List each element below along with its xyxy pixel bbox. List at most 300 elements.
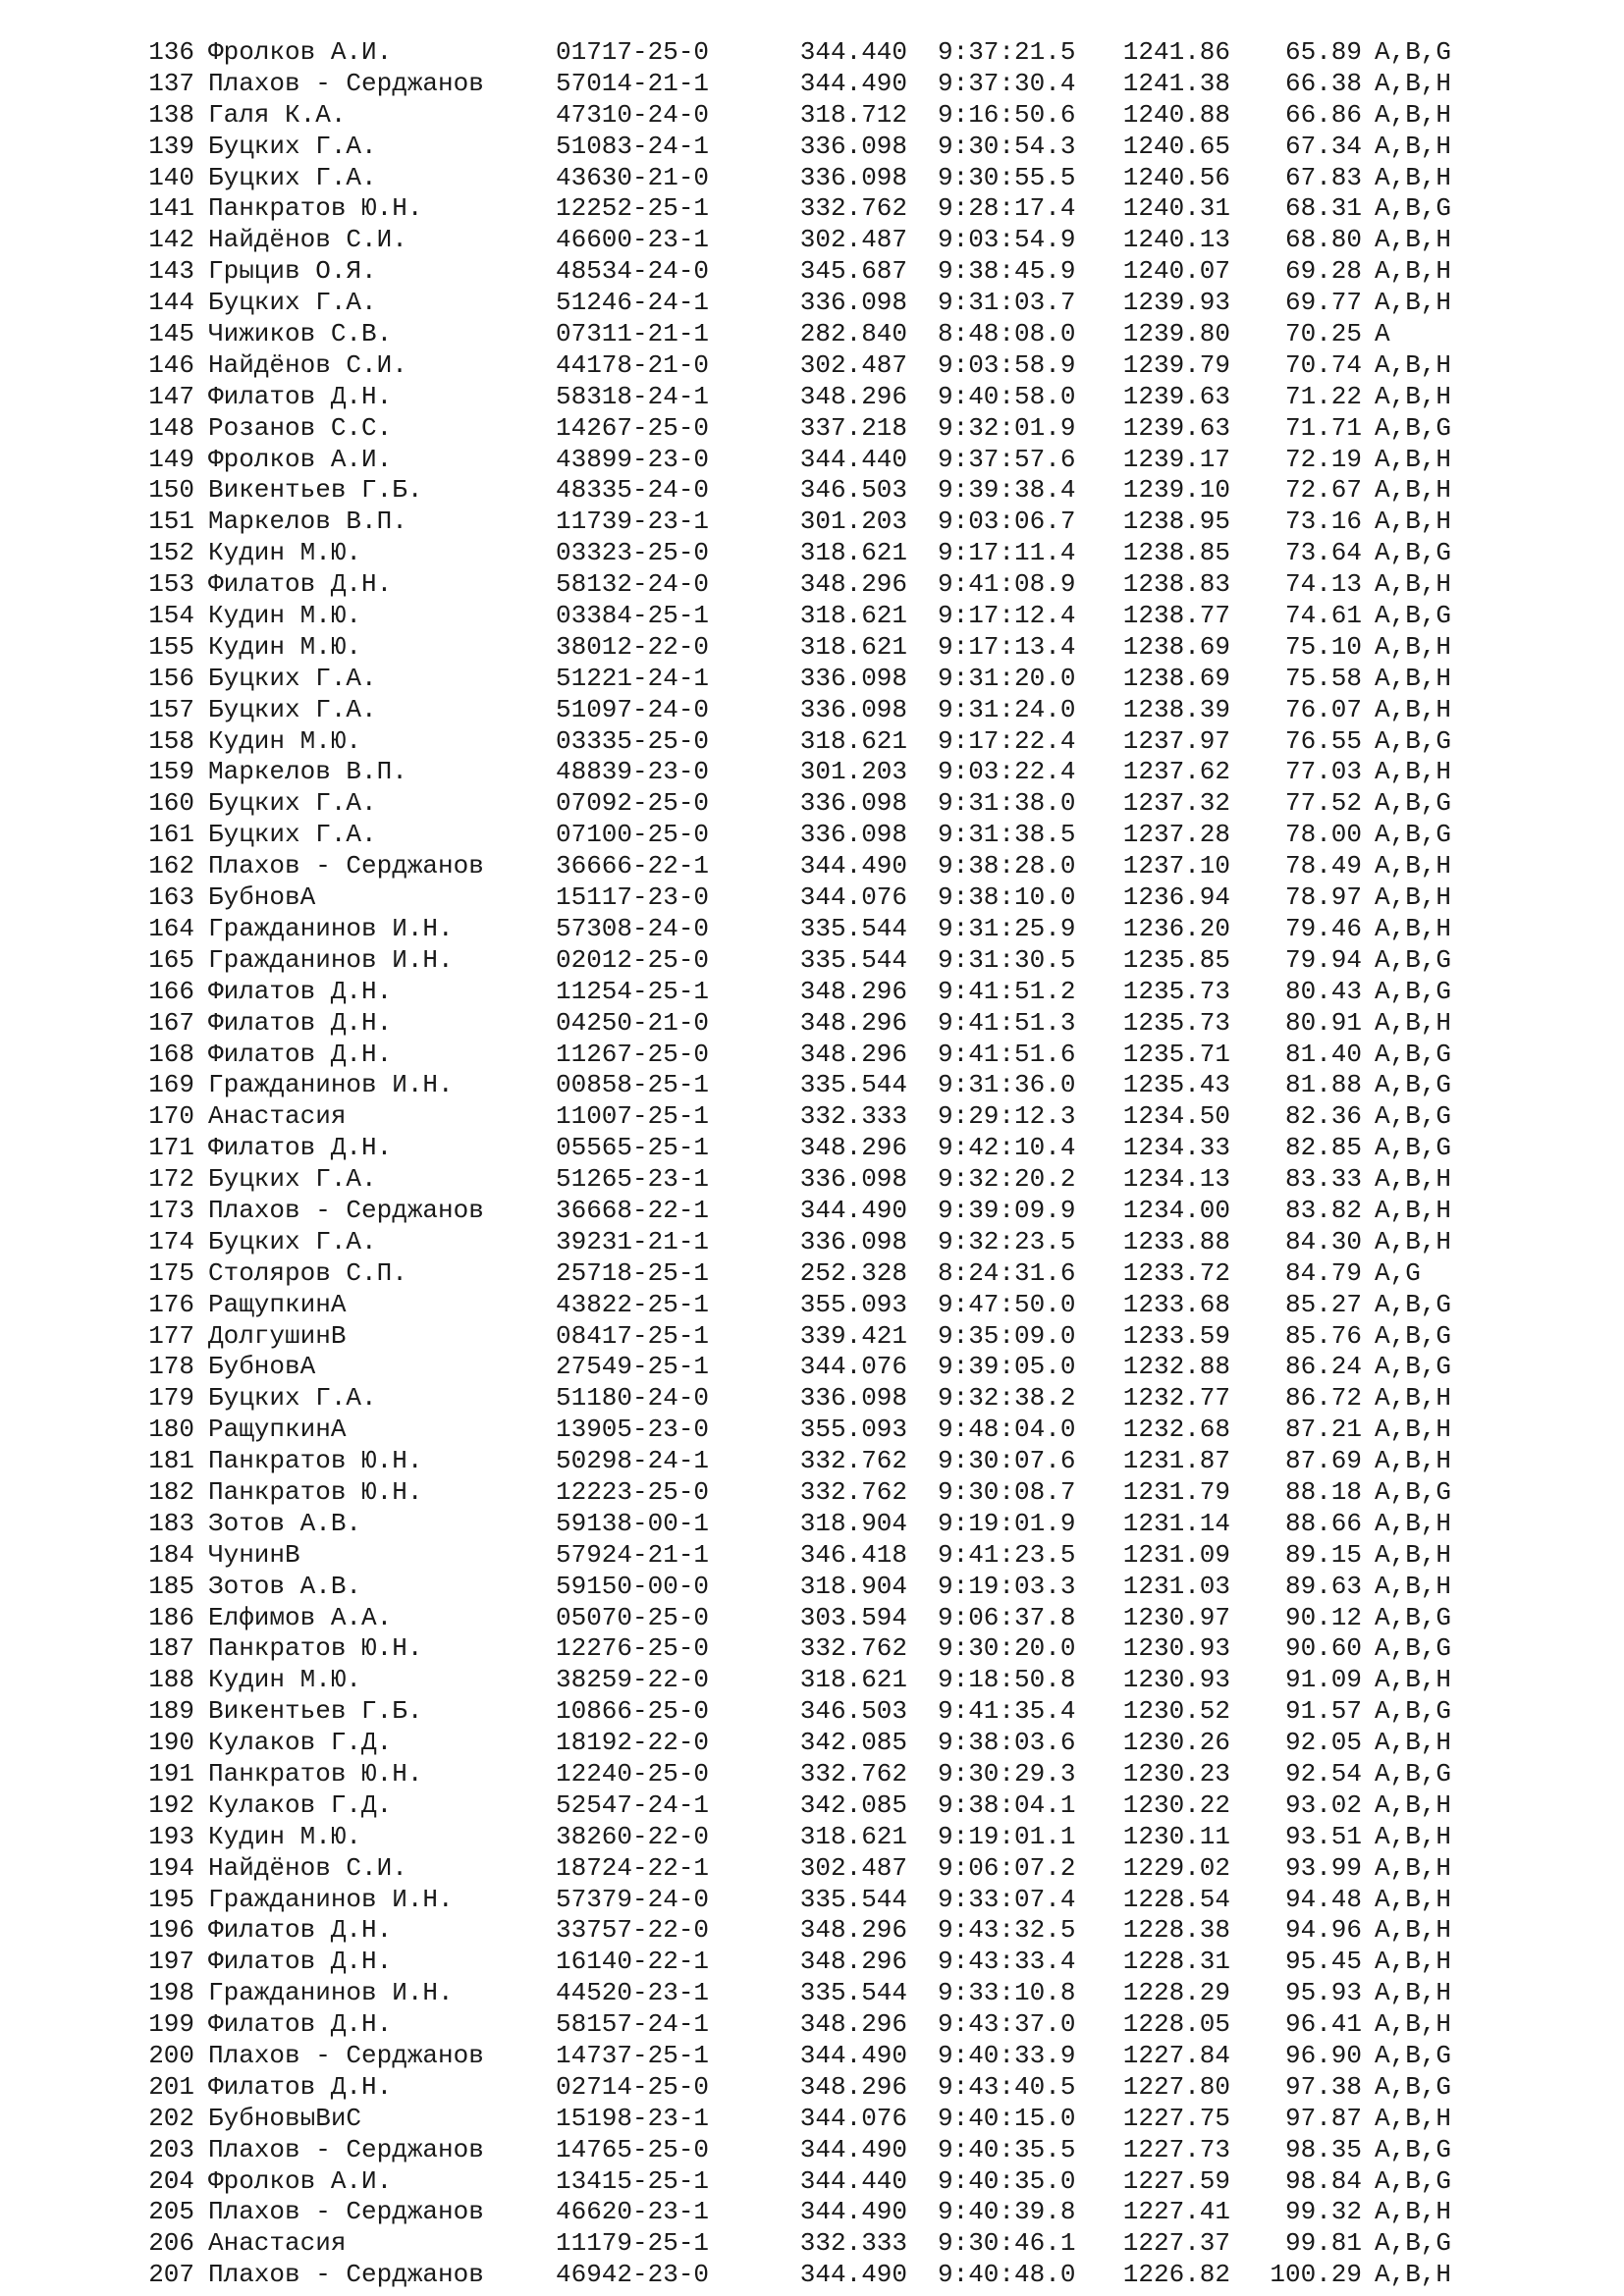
name-cell: Маркелов В.П.	[208, 757, 407, 787]
category-cell: A,B,H	[1375, 99, 1452, 130]
coefficient-cell: 80.91	[1284, 1007, 1362, 1038]
place-cell: 173	[148, 1195, 194, 1225]
category-cell: A,B,H	[1375, 225, 1452, 255]
distance-cell: 344.490	[799, 851, 907, 881]
category-cell: A,B,G	[1375, 944, 1452, 975]
speed-cell: 1231.09	[1122, 1539, 1230, 1570]
speed-cell: 1226.82	[1122, 2260, 1230, 2290]
ring-cell: 47310-24-0	[556, 99, 710, 130]
ring-cell: 03335-25-0	[556, 725, 710, 756]
category-cell: A,B,H	[1375, 1415, 1452, 1445]
place-cell: 192	[148, 1789, 194, 1820]
place-cell: 186	[148, 1602, 194, 1632]
name-cell: Филатов Д.Н.	[208, 381, 393, 411]
category-cell: A,B,H	[1375, 694, 1452, 724]
category-cell: A,B,H	[1375, 1915, 1452, 1946]
coefficient-cell: 82.36	[1284, 1101, 1362, 1132]
time-cell: 9:31:38.5	[938, 820, 1076, 850]
time-cell: 9:18:50.8	[938, 1665, 1076, 1695]
name-cell: Филатов Д.Н.	[208, 2071, 393, 2102]
speed-cell: 1232.68	[1122, 1415, 1230, 1445]
ring-cell: 38260-22-0	[556, 1821, 710, 1851]
speed-cell: 1235.73	[1122, 1007, 1230, 1038]
speed-cell: 1235.85	[1122, 944, 1230, 975]
ring-cell: 18192-22-0	[556, 1728, 710, 1758]
coefficient-cell: 72.19	[1284, 444, 1362, 474]
category-cell: A,B,H	[1375, 2260, 1452, 2290]
name-cell: ДолгушинВ	[208, 1320, 347, 1351]
coefficient-cell: 88.66	[1284, 1508, 1362, 1538]
speed-cell: 1234.50	[1122, 1101, 1230, 1132]
ring-cell: 11254-25-1	[556, 976, 710, 1006]
name-cell: Панкратов Ю.Н.	[208, 193, 423, 224]
place-cell: 203	[148, 2134, 194, 2164]
speed-cell: 1236.20	[1122, 913, 1230, 943]
place-cell: 168	[148, 1039, 194, 1069]
name-cell: БубновА	[208, 882, 316, 913]
coefficient-cell: 70.25	[1284, 319, 1362, 349]
place-cell: 178	[148, 1352, 194, 1382]
ring-cell: 14737-25-1	[556, 2041, 710, 2070]
place-cell: 177	[148, 1320, 194, 1351]
category-cell: A,B,G	[1375, 2071, 1452, 2102]
distance-cell: 318.904	[799, 1508, 907, 1538]
place-cell: 169	[148, 1070, 194, 1100]
distance-cell: 282.840	[799, 319, 907, 349]
coefficient-cell: 99.81	[1284, 2228, 1362, 2259]
time-cell: 9:32:38.2	[938, 1383, 1076, 1414]
name-cell: Кудин М.Ю.	[208, 725, 362, 756]
place-cell: 206	[148, 2228, 194, 2259]
coefficient-cell: 75.10	[1284, 631, 1362, 662]
category-cell: A,B,H	[1375, 2197, 1452, 2227]
time-cell: 9:41:23.5	[938, 1539, 1076, 1570]
ring-cell: 39231-21-1	[556, 1226, 710, 1256]
time-cell: 9:38:10.0	[938, 882, 1076, 913]
distance-cell: 332.762	[799, 1758, 907, 1789]
ring-cell: 12223-25-0	[556, 1476, 710, 1507]
category-cell: A,B,H	[1375, 1852, 1452, 1883]
coefficient-cell: 69.77	[1284, 288, 1362, 318]
category-cell: A,B,G	[1375, 538, 1452, 568]
time-cell: 9:17:11.4	[938, 538, 1076, 568]
ring-cell: 11179-25-1	[556, 2228, 710, 2259]
speed-cell: 1234.33	[1122, 1133, 1230, 1163]
place-cell: 193	[148, 1821, 194, 1851]
coefficient-cell: 92.54	[1284, 1758, 1362, 1789]
category-cell: A,B,G	[1375, 1758, 1452, 1789]
time-cell: 9:39:05.0	[938, 1352, 1076, 1382]
ring-cell: 46600-23-1	[556, 225, 710, 255]
place-cell: 164	[148, 913, 194, 943]
name-cell: Буцких Г.А.	[208, 820, 377, 850]
time-cell: 9:38:03.6	[938, 1728, 1076, 1758]
ring-cell: 46942-23-0	[556, 2260, 710, 2290]
speed-cell: 1233.59	[1122, 1320, 1230, 1351]
ring-cell: 11267-25-0	[556, 1039, 710, 1069]
coefficient-cell: 92.05	[1284, 1728, 1362, 1758]
coefficient-cell: 93.51	[1284, 1821, 1362, 1851]
speed-cell: 1237.28	[1122, 820, 1230, 850]
place-cell: 172	[148, 1164, 194, 1195]
speed-cell: 1238.69	[1122, 663, 1230, 693]
speed-cell: 1227.75	[1122, 2103, 1230, 2133]
name-cell: Филатов Д.Н.	[208, 569, 393, 600]
place-cell: 155	[148, 631, 194, 662]
name-cell: Плахов - Серджанов	[208, 2260, 484, 2290]
category-cell: A,B,G	[1375, 193, 1452, 224]
ring-cell: 33757-22-0	[556, 1915, 710, 1946]
distance-cell: 332.333	[799, 1101, 907, 1132]
name-cell: Филатов Д.Н.	[208, 2009, 393, 2040]
speed-cell: 1234.00	[1122, 1195, 1230, 1225]
time-cell: 9:03:06.7	[938, 507, 1076, 537]
coefficient-cell: 67.34	[1284, 131, 1362, 161]
name-cell: Галя К.А.	[208, 99, 347, 130]
coefficient-cell: 78.00	[1284, 820, 1362, 850]
coefficient-cell: 90.60	[1284, 1633, 1362, 1664]
name-cell: Елфимов А.А.	[208, 1602, 393, 1632]
coefficient-cell: 91.09	[1284, 1665, 1362, 1695]
name-cell: Гражданинов И.Н.	[208, 1884, 454, 1914]
speed-cell: 1237.97	[1122, 725, 1230, 756]
category-cell: A,B,H	[1375, 1789, 1452, 1820]
name-cell: Грыцив О.Я.	[208, 256, 377, 287]
ring-cell: 59138-00-1	[556, 1508, 710, 1538]
ring-cell: 51265-23-1	[556, 1164, 710, 1195]
distance-cell: 348.296	[799, 1007, 907, 1038]
time-cell: 9:19:01.9	[938, 1508, 1076, 1538]
coefficient-cell: 68.31	[1284, 193, 1362, 224]
category-cell: A,B,H	[1375, 256, 1452, 287]
coefficient-cell: 82.85	[1284, 1133, 1362, 1163]
time-cell: 9:17:12.4	[938, 601, 1076, 631]
time-cell: 9:48:04.0	[938, 1415, 1076, 1445]
name-cell: БубновА	[208, 1352, 316, 1382]
distance-cell: 348.296	[799, 2009, 907, 2040]
category-cell: A,B,G	[1375, 976, 1452, 1006]
time-cell: 9:32:20.2	[938, 1164, 1076, 1195]
place-cell: 144	[148, 288, 194, 318]
category-cell: A,B,H	[1375, 757, 1452, 787]
distance-cell: 336.098	[799, 162, 907, 192]
speed-cell: 1230.93	[1122, 1665, 1230, 1695]
category-cell: A,B,G	[1375, 1101, 1452, 1132]
place-cell: 136	[148, 37, 194, 67]
distance-cell: 344.076	[799, 1352, 907, 1382]
name-cell: Анастасия	[208, 1101, 347, 1132]
speed-cell: 1230.97	[1122, 1602, 1230, 1632]
coefficient-cell: 73.64	[1284, 538, 1362, 568]
distance-cell: 302.487	[799, 225, 907, 255]
distance-cell: 344.490	[799, 1195, 907, 1225]
place-cell: 141	[148, 193, 194, 224]
place-cell: 158	[148, 725, 194, 756]
distance-cell: 348.296	[799, 1133, 907, 1163]
distance-cell: 318.621	[799, 725, 907, 756]
ring-cell: 16140-22-1	[556, 1947, 710, 1977]
time-cell: 9:40:35.0	[938, 2165, 1076, 2196]
ring-cell: 11739-23-1	[556, 507, 710, 537]
speed-cell: 1238.69	[1122, 631, 1230, 662]
speed-cell: 1228.29	[1122, 1978, 1230, 2008]
place-cell: 207	[148, 2260, 194, 2290]
coefficient-cell: 77.52	[1284, 788, 1362, 819]
time-cell: 9:43:37.0	[938, 2009, 1076, 2040]
name-cell: Фролков А.И.	[208, 37, 393, 67]
place-cell: 187	[148, 1633, 194, 1664]
ring-cell: 44520-23-1	[556, 1978, 710, 2008]
speed-cell: 1230.26	[1122, 1728, 1230, 1758]
time-cell: 9:06:37.8	[938, 1602, 1076, 1632]
speed-cell: 1237.10	[1122, 851, 1230, 881]
distance-cell: 337.218	[799, 412, 907, 443]
category-cell: A,B,H	[1375, 882, 1452, 913]
category-cell: A,B,H	[1375, 2009, 1452, 2040]
category-cell: A,B,H	[1375, 1508, 1452, 1538]
distance-cell: 348.296	[799, 1947, 907, 1977]
time-cell: 9:37:57.6	[938, 444, 1076, 474]
distance-cell: 336.098	[799, 1383, 907, 1414]
time-cell: 9:30:08.7	[938, 1476, 1076, 1507]
distance-cell: 348.296	[799, 569, 907, 600]
time-cell: 9:30:20.0	[938, 1633, 1076, 1664]
place-cell: 167	[148, 1007, 194, 1038]
speed-cell: 1240.07	[1122, 256, 1230, 287]
speed-cell: 1230.23	[1122, 1758, 1230, 1789]
ring-cell: 46620-23-1	[556, 2197, 710, 2227]
category-cell: A,B,H	[1375, 131, 1452, 161]
name-cell: Викентьев Г.Б.	[208, 475, 423, 506]
place-cell: 198	[148, 1978, 194, 2008]
time-cell: 9:43:33.4	[938, 1947, 1076, 1977]
time-cell: 9:38:28.0	[938, 851, 1076, 881]
category-cell: A,B,H	[1375, 444, 1452, 474]
name-cell: Буцких Г.А.	[208, 1164, 377, 1195]
name-cell: Буцких Г.А.	[208, 288, 377, 318]
speed-cell: 1231.87	[1122, 1446, 1230, 1476]
place-cell: 159	[148, 757, 194, 787]
coefficient-cell: 78.49	[1284, 851, 1362, 881]
ring-cell: 44178-21-0	[556, 349, 710, 380]
ring-cell: 38012-22-0	[556, 631, 710, 662]
distance-cell: 332.762	[799, 1446, 907, 1476]
ring-cell: 43899-23-0	[556, 444, 710, 474]
speed-cell: 1231.14	[1122, 1508, 1230, 1538]
time-cell: 9:32:23.5	[938, 1226, 1076, 1256]
coefficient-cell: 96.41	[1284, 2009, 1362, 2040]
category-cell: A,G	[1375, 1257, 1421, 1288]
distance-cell: 336.098	[799, 1226, 907, 1256]
name-cell: Панкратов Ю.Н.	[208, 1633, 423, 1664]
category-cell: A,B,H	[1375, 913, 1452, 943]
distance-cell: 336.098	[799, 663, 907, 693]
time-cell: 9:33:10.8	[938, 1978, 1076, 2008]
ring-cell: 15117-23-0	[556, 882, 710, 913]
speed-cell: 1228.31	[1122, 1947, 1230, 1977]
distance-cell: 345.687	[799, 256, 907, 287]
time-cell: 9:41:51.6	[938, 1039, 1076, 1069]
category-cell: A,B,G	[1375, 1039, 1452, 1069]
coefficient-cell: 85.76	[1284, 1320, 1362, 1351]
speed-cell: 1235.43	[1122, 1070, 1230, 1100]
distance-cell: 342.085	[799, 1728, 907, 1758]
name-cell: Филатов Д.Н.	[208, 1947, 393, 1977]
place-cell: 184	[148, 1539, 194, 1570]
distance-cell: 344.490	[799, 2041, 907, 2070]
speed-cell: 1231.79	[1122, 1476, 1230, 1507]
name-cell: Буцких Г.А.	[208, 162, 377, 192]
time-cell: 9:30:07.6	[938, 1446, 1076, 1476]
coefficient-cell: 77.03	[1284, 757, 1362, 787]
name-cell: Филатов Д.Н.	[208, 1007, 393, 1038]
category-cell: A,B,G	[1375, 1070, 1452, 1100]
category-cell: A,B,H	[1375, 1571, 1452, 1601]
time-cell: 9:43:32.5	[938, 1915, 1076, 1946]
ring-cell: 57308-24-0	[556, 913, 710, 943]
category-cell: A,B,G	[1375, 1352, 1452, 1382]
speed-cell: 1233.88	[1122, 1226, 1230, 1256]
name-cell: Розанов С.С.	[208, 412, 393, 443]
category-cell: A,B,H	[1375, 475, 1452, 506]
name-cell: БубновыВиС	[208, 2103, 362, 2133]
speed-cell: 1230.93	[1122, 1633, 1230, 1664]
ring-cell: 03323-25-0	[556, 538, 710, 568]
time-cell: 9:31:20.0	[938, 663, 1076, 693]
coefficient-cell: 99.32	[1284, 2197, 1362, 2227]
name-cell: Найдёнов С.И.	[208, 225, 407, 255]
speed-cell: 1231.03	[1122, 1571, 1230, 1601]
category-cell: A,B,G	[1375, 412, 1452, 443]
category-cell: A,B,G	[1375, 601, 1452, 631]
coefficient-cell: 81.40	[1284, 1039, 1362, 1069]
category-cell: A,B,H	[1375, 1947, 1452, 1977]
speed-cell: 1239.17	[1122, 444, 1230, 474]
coefficient-cell: 83.33	[1284, 1164, 1362, 1195]
ring-cell: 07311-21-1	[556, 319, 710, 349]
category-cell: A,B,H	[1375, 1978, 1452, 2008]
place-cell: 174	[148, 1226, 194, 1256]
coefficient-cell: 74.13	[1284, 569, 1362, 600]
ring-cell: 12276-25-0	[556, 1633, 710, 1664]
coefficient-cell: 83.82	[1284, 1195, 1362, 1225]
ring-cell: 59150-00-0	[556, 1571, 710, 1601]
coefficient-cell: 97.87	[1284, 2103, 1362, 2133]
coefficient-cell: 80.43	[1284, 976, 1362, 1006]
category-cell: A,B,G	[1375, 725, 1452, 756]
speed-cell: 1230.11	[1122, 1821, 1230, 1851]
distance-cell: 344.490	[799, 2197, 907, 2227]
name-cell: Панкратов Ю.Н.	[208, 1476, 423, 1507]
coefficient-cell: 98.35	[1284, 2134, 1362, 2164]
distance-cell: 336.098	[799, 1164, 907, 1195]
time-cell: 9:41:35.4	[938, 1696, 1076, 1727]
time-cell: 9:16:50.6	[938, 99, 1076, 130]
name-cell: ЧунинВ	[208, 1539, 300, 1570]
category-cell: A,B,G	[1375, 37, 1452, 67]
place-cell: 190	[148, 1728, 194, 1758]
category-cell: A,B,G	[1375, 1696, 1452, 1727]
coefficient-cell: 66.38	[1284, 68, 1362, 98]
name-cell: Буцких Г.А.	[208, 663, 377, 693]
distance-cell: 318.712	[799, 99, 907, 130]
time-cell: 9:29:12.3	[938, 1101, 1076, 1132]
name-cell: Столяров С.П.	[208, 1257, 407, 1288]
distance-cell: 344.440	[799, 37, 907, 67]
category-cell: A,B,H	[1375, 569, 1452, 600]
place-cell: 181	[148, 1446, 194, 1476]
name-cell: Гражданинов И.Н.	[208, 944, 454, 975]
time-cell: 9:03:22.4	[938, 757, 1076, 787]
coefficient-cell: 90.12	[1284, 1602, 1362, 1632]
coefficient-cell: 89.15	[1284, 1539, 1362, 1570]
distance-cell: 318.621	[799, 631, 907, 662]
ring-cell: 27549-25-1	[556, 1352, 710, 1382]
name-cell: Фролков А.И.	[208, 2165, 393, 2196]
coefficient-cell: 84.79	[1284, 1257, 1362, 1288]
name-cell: Найдёнов С.И.	[208, 349, 407, 380]
time-cell: 9:06:07.2	[938, 1852, 1076, 1883]
ring-cell: 12240-25-0	[556, 1758, 710, 1789]
speed-cell: 1235.73	[1122, 976, 1230, 1006]
distance-cell: 302.487	[799, 349, 907, 380]
name-cell: Гражданинов И.Н.	[208, 1070, 454, 1100]
ring-cell: 04250-21-0	[556, 1007, 710, 1038]
ring-cell: 05070-25-0	[556, 1602, 710, 1632]
ring-cell: 58132-24-0	[556, 569, 710, 600]
ring-cell: 15198-23-1	[556, 2103, 710, 2133]
place-cell: 165	[148, 944, 194, 975]
coefficient-cell: 75.58	[1284, 663, 1362, 693]
coefficient-cell: 84.30	[1284, 1226, 1362, 1256]
place-cell: 138	[148, 99, 194, 130]
time-cell: 9:30:46.1	[938, 2228, 1076, 2259]
distance-cell: 302.487	[799, 1852, 907, 1883]
place-cell: 162	[148, 851, 194, 881]
ring-cell: 03384-25-1	[556, 601, 710, 631]
coefficient-cell: 68.80	[1284, 225, 1362, 255]
name-cell: Кудин М.Ю.	[208, 538, 362, 568]
speed-cell: 1238.83	[1122, 569, 1230, 600]
coefficient-cell: 70.74	[1284, 349, 1362, 380]
distance-cell: 252.328	[799, 1257, 907, 1288]
distance-cell: 332.762	[799, 193, 907, 224]
name-cell: Кудин М.Ю.	[208, 1821, 362, 1851]
category-cell: A,B,G	[1375, 1633, 1452, 1664]
ring-cell: 48839-23-0	[556, 757, 710, 787]
ring-cell: 57014-21-1	[556, 68, 710, 98]
category-cell: A,B,H	[1375, 851, 1452, 881]
category-cell: A,B,G	[1375, 820, 1452, 850]
time-cell: 9:37:21.5	[938, 37, 1076, 67]
coefficient-cell: 79.46	[1284, 913, 1362, 943]
distance-cell: 344.490	[799, 2260, 907, 2290]
coefficient-cell: 67.83	[1284, 162, 1362, 192]
speed-cell: 1239.63	[1122, 381, 1230, 411]
distance-cell: 335.544	[799, 944, 907, 975]
place-cell: 196	[148, 1915, 194, 1946]
ring-cell: 43822-25-1	[556, 1289, 710, 1319]
speed-cell: 1233.68	[1122, 1289, 1230, 1319]
place-cell: 170	[148, 1101, 194, 1132]
category-cell: A,B,G	[1375, 1133, 1452, 1163]
category-cell: A,B,H	[1375, 1164, 1452, 1195]
distance-cell: 335.544	[799, 1884, 907, 1914]
category-cell: A,B,G	[1375, 2041, 1452, 2070]
time-cell: 9:03:54.9	[938, 225, 1076, 255]
ring-cell: 36668-22-1	[556, 1195, 710, 1225]
time-cell: 9:19:01.1	[938, 1821, 1076, 1851]
